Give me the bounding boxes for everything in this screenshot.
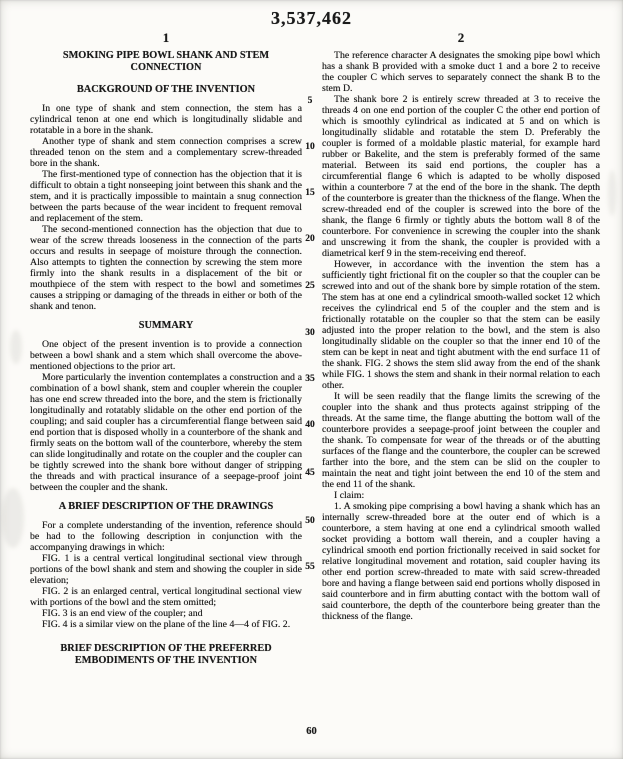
line-number-5: 5 bbox=[307, 96, 313, 106]
claim-1: 1. A smoking pipe comprising a bowl having a shank which has an internally screw-threaded bore at the outer end of which is a counterbore, a stem having at one end a cylindrical smooth walled socket providing a bottom wall therein, and a coupler having a cylindrical smooth end portion frictionally received in said socket for relative longitudinal movement and rotation, said coupler having its other end portion screw-threaded to mate with said screw-threaded bore and having a flange between said end portions wholly disposed in said counterbore and in firm abutting contact with the bottom wall of said counterbore, the depth of the counterbore being greater than the thickness of the flange. bbox=[322, 501, 600, 622]
column-right bbox=[322, 31, 600, 622]
heading-brief-description-drawings: A BRIEF DESCRIPTION OF THE DRAWINGS bbox=[58, 501, 274, 512]
paragraph: More particularly the invention contemplates a construction and a combination of a bowl shank, stem and coupler wherein the coupler has one end screw threaded into the bore, and the stem is frictionally longitudinally and rotatably slidable on the other end portion of the coupling; and said coupler has a circumferential flange between said end portion that is disposed wholly in a counterbore of the shank and firmly seats on the bottom wall of the counterbore, whereby the stem can slide longitudinally and rotate on the coupler and the coupler can be tightly screwed into the shank bore without danger of stripping the threads and with practical insurance of a seepage-proof joint between the coupler and the shank. bbox=[30, 372, 302, 493]
paragraph: The reference character A designates the smoking pipe bowl which has a shank B provided with a smoke duct 1 and a bore 2 to receive the coupler C which serves to separately connect the shank B to the stem D. bbox=[322, 50, 600, 94]
scan-smudge bbox=[10, 330, 22, 364]
column-left bbox=[30, 31, 302, 674]
paragraph: It will be seen readily that the flange limits the screwing of the coupler into the shank and thus protects against stripping of the threads. At the same time, the flange abutting the bottom wall of the counterbore provides a seepage-proof joint between the coupler and the shank. To compensate for wear of the threads or of the abutting surfaces of the flange and the counterbore, the coupler can be screwed farther into the bore, and the stem can be slid on the coupler to maintain the neat and tight joint between the end 10 of the stem and the end 11 of the shank. bbox=[322, 391, 600, 490]
column-1-number: 1 bbox=[162, 30, 170, 45]
paragraph: The second-mentioned connection has the objection that due to wear of the screw threads looseness in the connection of the parts occurs and results in seepage of moisture through the connection. Also attempts to tighten the connection by screwing the stem more firmly into the shank results in a displacement of the bit or mouthpiece of the stem with respect to the bowl and sometimes causes a stripping or damaging of the threads in either or both of the shank and tenon. bbox=[30, 224, 302, 312]
figure-description-4: FIG. 4 is a similar view on the plane of the line 4—4 of FIG. 2. bbox=[42, 619, 291, 630]
heading-summary: SUMMARY bbox=[138, 320, 194, 331]
line-number-40: 40 bbox=[305, 420, 315, 430]
heading-preferred-line-2: EMBODIMENTS OF THE INVENTION bbox=[74, 655, 258, 666]
line-number-25: 25 bbox=[305, 281, 315, 291]
patent-number: 3,537,462 bbox=[271, 8, 352, 28]
paragraph: One object of the present invention is to provide a connection between a bowl shank and a stem which shall overcome the above-mentioned objections to the prior art. bbox=[30, 339, 302, 372]
figure-description-1: FIG. 1 is a central vertical longitudinal sectional view through portions of the bowl shank and stem and showing the coupler in side elevation; bbox=[30, 553, 302, 586]
line-number-15: 15 bbox=[305, 188, 315, 198]
paragraph: In one type of shank and stem connection, the stem has a cylindrical tenon at one end which is longitudinally slidable and rotatable in a bore in the shank. bbox=[30, 103, 302, 136]
heading-background-of-invention: BACKGROUND OF THE INVENTION bbox=[76, 84, 256, 95]
invention-title bbox=[36, 50, 296, 74]
column-2-number: 2 bbox=[457, 30, 465, 45]
line-number-10: 10 bbox=[305, 142, 315, 152]
paragraph: For a complete understanding of the invention, reference should be had to the following description in conjunction with the accompanying drawings in which: bbox=[30, 520, 302, 553]
paragraph: The shank bore 2 is entirely screw threaded at 3 to receive the threads 4 on one end portion of the coupler C the other end portion of which is smoothly cylindrical as indicated at 5 and on which is longitudinally slidable and rotatable the stem D. Preferably the coupler is formed of a moldable plastic material, for example hard rubber or Bakelite, and the stem is preferably formed of the same material. Between its said end portions, the coupler has a circumferential flange 6 which is adapted to be wholly disposed within a counterbore 7 at the end of the bore in the shank. The depth of the counterbore is greater than the thickness of the flange. When the screw-threaded end of the coupler is screwed into the bore of the shank, the flange 6 firmly or tightly abuts the bottom wall 8 of the counterbore. For convenience in screwing the coupler into the shank and unscrewing it from the shank, the coupler is provided with a diametrical kerf 9 in the stem-receiving end thereof. bbox=[322, 94, 600, 259]
invention-title-line-1: SMOKING PIPE BOWL SHANK AND STEM bbox=[62, 50, 270, 61]
scan-smudge bbox=[2, 488, 24, 548]
figure-description-3: FIG. 3 is an end view of the coupler; and bbox=[42, 608, 203, 619]
line-number-50: 50 bbox=[305, 516, 315, 526]
line-number-20: 20 bbox=[305, 234, 315, 244]
heading-preferred-line-1: BRIEF DESCRIPTION OF THE PREFERRED bbox=[60, 643, 272, 654]
line-number-35: 35 bbox=[305, 374, 315, 384]
claim-intro: I claim: bbox=[334, 490, 365, 501]
heading-preferred-embodiments bbox=[30, 643, 302, 667]
line-number-45: 45 bbox=[305, 468, 315, 478]
scan-smudge bbox=[608, 170, 616, 216]
line-number-30: 30 bbox=[305, 328, 315, 338]
line-number-55: 55 bbox=[305, 562, 315, 572]
line-number-60: 60 bbox=[306, 726, 317, 737]
paragraph: Another type of shank and stem connection comprises a screw threaded tenon on the stem and a complementary screw-threaded bore in the shank. bbox=[30, 136, 302, 169]
invention-title-line-2: CONNECTION bbox=[130, 62, 202, 73]
figure-description-2: FIG. 2 is an enlarged central, vertical longitudinal sectional view with portions of the bowl and the stem omitted; bbox=[30, 586, 302, 608]
paragraph: The first-mentioned type of connection has the objection that it is difficult to obtain a tight nonseeping joint between this shank and the stem, and it is practically impossible to maintain a snug connection between the parts because of the wear incident to frequent removal and replacement of the stem. bbox=[30, 169, 302, 224]
paragraph: However, in accordance with the invention the stem has a sufficiently tight frictional fit on the coupler so that the coupler can be screwed into and out of the shank bore by simple rotation of the stem. The stem has at one end a cylindrical smooth-walled socket 12 which receives the cylindrical end 5 of the coupler and the stem and is frictionally rotatable on the coupler so that the stem can be easily adjusted into the proper relation to the bowl, and the stem is also longitudinally slidable on the coupler so that the inner end 10 of the stem can be kept in neat and tight abutment with the end surface 11 of the shank. FIG. 2 shows the stem slid away from the end of the shank while FIG. 1 shows the stem and shank in their normal relation to each other. bbox=[322, 259, 600, 391]
